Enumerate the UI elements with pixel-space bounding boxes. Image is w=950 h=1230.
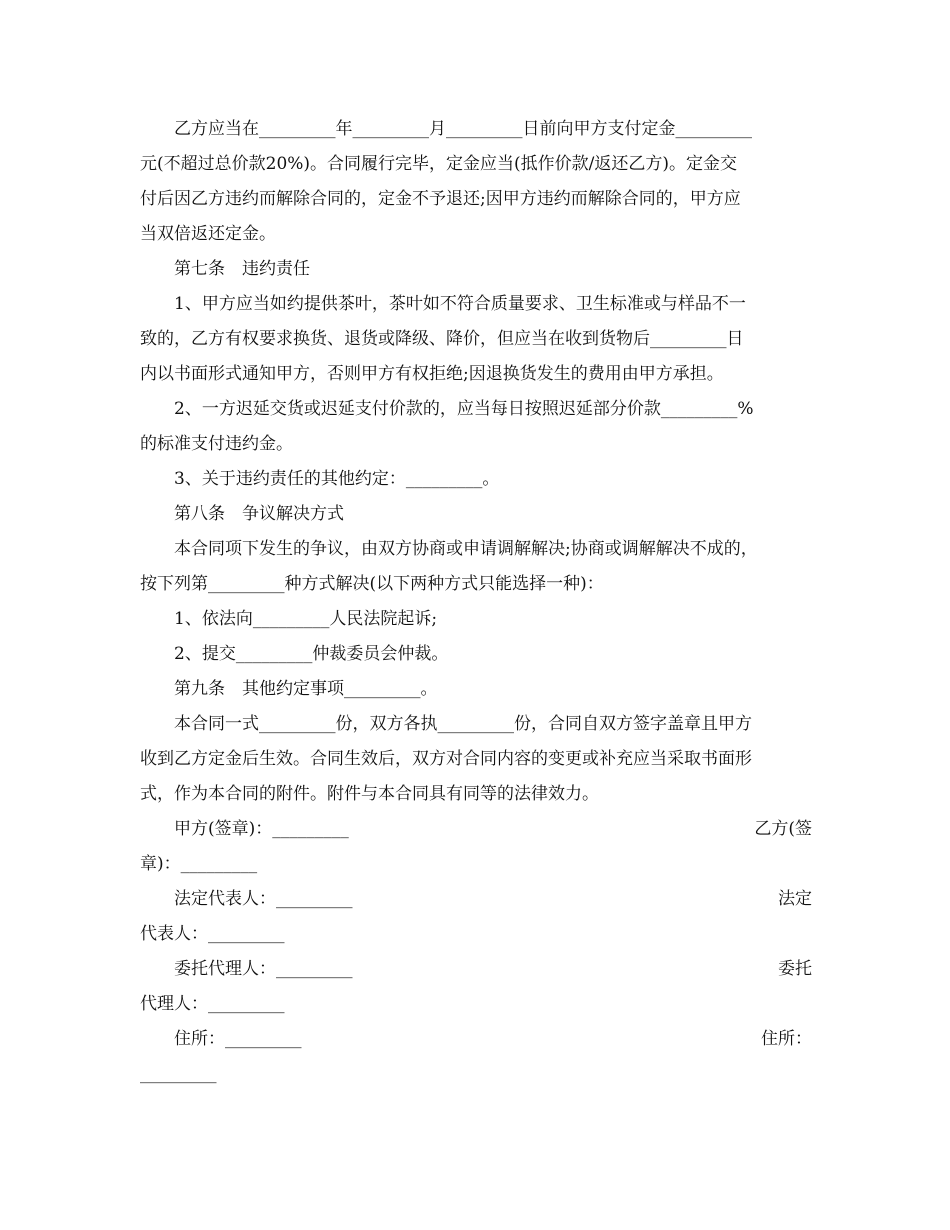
- article-8-option-2: 2、提交_________仲裁委员会仲裁。: [174, 644, 449, 664]
- article-7-clause-2-line-1: 2、一方迟延交货或迟延支付价款的，应当每日按照迟延部分价款_________%: [174, 399, 754, 419]
- article-8-line-2: 按下列第_________种方式解决(以下两种方式只能选择一种)：: [140, 574, 604, 594]
- party-a-seal: 甲方(签章)：_________: [174, 819, 349, 839]
- contract-page: [140, 112, 812, 1092]
- article-7-clause-1-line-1: 1、甲方应当如约提供茶叶，茶叶如不符合质量要求、卫生标准或与样品不一: [174, 294, 746, 314]
- party-b-address-end: _________: [140, 1064, 217, 1084]
- copies-line-3: 式，作为本合同的附件。附件与本合同具有同等的法律效力。: [140, 784, 599, 804]
- party-a-agent: 委托代理人：_________: [174, 959, 353, 979]
- party-a-representative: 法定代表人：_________: [174, 889, 353, 909]
- article-8-line-1: 本合同项下发生的争议，由双方协商或申请调解解决;协商或调解解决不成的，: [174, 539, 758, 559]
- deposit-line-1: 乙方应当在_________年_________月_________日前向甲方支付定金_________: [174, 119, 752, 139]
- signature-row-seal: [140, 812, 812, 847]
- signature-row-representative: [140, 882, 812, 917]
- signature-row-agent: [140, 952, 812, 987]
- article-7-title: 第七条 违约责任: [174, 259, 310, 279]
- deposit-line-3: 付后因乙方违约而解除合同的，定金不予退还;因甲方违约而解除合同的，甲方应: [140, 189, 741, 209]
- party-b-address-start: 住所：: [761, 1029, 812, 1049]
- party-b-agent-start: 委托: [778, 959, 812, 979]
- article-9-title: 第九条 其他约定事项_________。: [174, 679, 438, 699]
- party-b-seal-start: 乙方(签: [754, 819, 812, 839]
- deposit-line-4: 当双倍返还定金。: [140, 224, 276, 244]
- copies-line-2: 收到乙方定金后生效。合同生效后，双方对合同内容的变更或补充应当采取书面形: [140, 749, 752, 769]
- article-8-title: 第八条 争议解决方式: [174, 504, 344, 524]
- party-b-agent-end: 代理人：_________: [140, 994, 285, 1014]
- signature-row-address: [140, 1022, 812, 1057]
- article-7-clause-1-line-3: 内以书面形式通知甲方，否则甲方有权拒绝;因退换货发生的费用由甲方承担。: [140, 364, 724, 384]
- party-b-seal-end: 章)：_________: [140, 854, 258, 874]
- deposit-line-2: 元(不超过总价款20%)。合同履行完毕，定金应当(抵作价款/返还乙方)。定金交: [140, 154, 738, 174]
- party-a-address: 住所：_________: [174, 1029, 302, 1049]
- party-b-representative-end: 代表人：_________: [140, 924, 285, 944]
- party-b-representative-start: 法定: [778, 889, 812, 909]
- article-7-clause-1-line-2: 致的，乙方有权要求换货、退货或降级、降价，但应当在收到货物后_________日: [140, 329, 744, 349]
- article-7-clause-3: 3、关于违约责任的其他约定：_________。: [174, 469, 500, 489]
- copies-line-1: 本合同一式_________份，双方各执_________份，合同自双方签字盖章且甲方: [174, 714, 752, 734]
- article-7-clause-2-line-2: 的标准支付违约金。: [140, 434, 293, 454]
- article-8-option-1: 1、依法向_________人民法院起诉;: [174, 609, 438, 629]
